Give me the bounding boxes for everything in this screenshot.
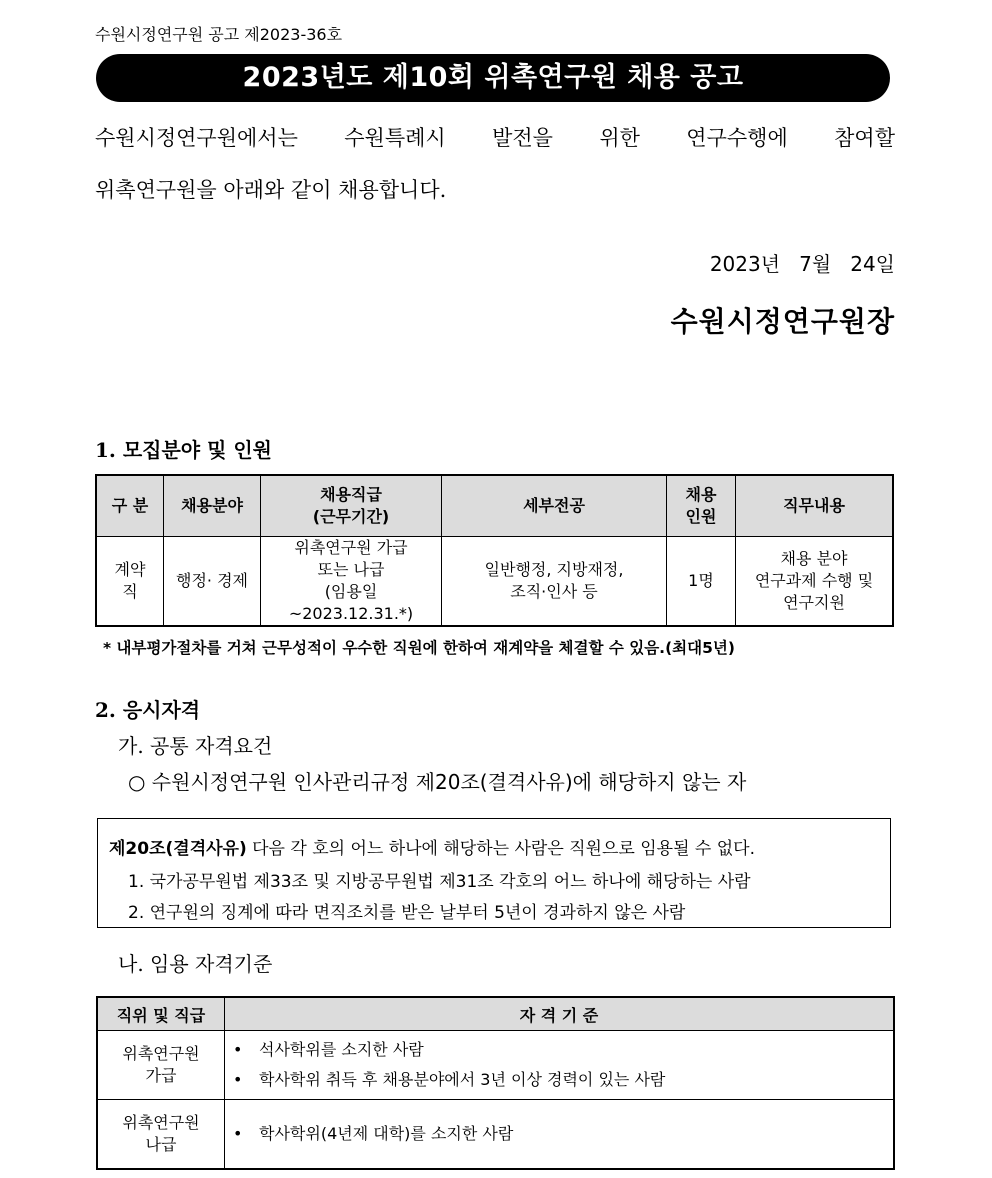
col-criteria: 자 격 기 준 xyxy=(225,997,895,1031)
qualification-table xyxy=(96,996,895,1170)
table-row xyxy=(97,1031,894,1100)
cell-category-line1: 계약 xyxy=(114,560,146,579)
col-grade-line2: (근무기간) xyxy=(312,507,390,526)
bullet-icon: • xyxy=(233,1070,243,1089)
contract-renewal-note: * 내부평가절차를 거쳐 근무성적이 우수한 직원에 한하여 재계약을 체결할 수 있음.(최대5년) xyxy=(103,639,735,657)
cell-major-line1: 일반행정, 지방재정, xyxy=(484,560,624,579)
common-requirement-item: ○ 수원시정연구원 인사관리규정 제20조(결격사유)에 해당하지 않는 자 xyxy=(128,770,747,794)
signer-name: 수원시정연구원장 xyxy=(670,305,895,338)
cell-category-line2: 직 xyxy=(122,582,138,601)
position-line1: 위촉연구원 xyxy=(122,1113,200,1132)
bullet-icon: • xyxy=(233,1040,243,1059)
subsection-common-requirements: 가. 공통 자격요건 xyxy=(118,734,273,758)
page-title-banner xyxy=(96,54,890,102)
col-major: 세부전공 xyxy=(442,475,667,537)
table-row xyxy=(97,1100,894,1170)
criteria-text: 학사학위 취득 후 채용분야에서 3년 이상 경력이 있는 사람 xyxy=(259,1070,666,1089)
cell-count: 1명 xyxy=(667,537,736,627)
disqualification-article-box xyxy=(97,818,891,928)
article-item-1: 1. 국가공무원법 제33조 및 지방공무원법 제31조 각호의 어느 하나에 해당하는 사람 xyxy=(128,872,751,892)
article-item-2: 2. 연구원의 징계에 따라 면직조치를 받은 날부터 5년이 경과하지 않은 사람 xyxy=(128,903,686,923)
cell-criteria xyxy=(225,1031,895,1100)
intro-line-1: 수원시정연구원에서는 수원특례시 발전을 위한 연구수행에 참여할 xyxy=(95,126,895,150)
article-heading-line xyxy=(109,834,755,859)
cell-position xyxy=(97,1100,225,1170)
cell-field: 행정· 경제 xyxy=(164,537,261,627)
cell-category xyxy=(96,537,164,627)
article-title: 제20조(결격사유) xyxy=(109,839,247,859)
criteria-text: 학사학위(4년제 대학)를 소지한 사람 xyxy=(259,1124,514,1143)
col-field: 채용분야 xyxy=(164,475,261,537)
cell-duty xyxy=(736,537,894,627)
cell-duty-line3: 연구지원 xyxy=(783,593,845,612)
position-line2: 가급 xyxy=(145,1066,177,1085)
intro-line-2: 위촉연구원을 아래와 같이 채용합니다. xyxy=(95,178,447,202)
announcement-reference: 수원시정연구원 공고 제2023-36호 xyxy=(95,25,343,44)
cell-grade-line2: 또는 나급 xyxy=(317,560,385,579)
table-header-row xyxy=(96,475,893,537)
position-line1: 위촉연구원 xyxy=(122,1044,200,1063)
recruitment-table xyxy=(95,474,894,627)
col-grade xyxy=(261,475,442,537)
col-position: 직위 및 직급 xyxy=(97,997,225,1031)
bullet-icon: • xyxy=(233,1124,243,1143)
cell-duty-line2: 연구과제 수행 및 xyxy=(754,571,874,590)
cell-grade-line1: 위촉연구원 가급 xyxy=(294,538,408,557)
section-1-title: 1. 모집분야 및 인원 xyxy=(95,438,273,462)
position-line2: 나급 xyxy=(145,1135,177,1154)
page-title: 2023년도 제10회 위촉연구원 채용 공고 xyxy=(242,62,744,93)
table-header-row xyxy=(97,997,894,1031)
criteria-item xyxy=(233,1035,892,1065)
subsection-appointment-criteria: 나. 임용 자격기준 xyxy=(118,952,273,976)
col-category: 구 분 xyxy=(96,475,164,537)
cell-major xyxy=(442,537,667,627)
cell-duty-line1: 채용 분야 xyxy=(780,549,848,568)
announcement-date: 2023년 7월 24일 xyxy=(709,252,895,276)
table-row xyxy=(96,537,893,627)
criteria-item xyxy=(233,1119,892,1149)
col-duty: 직무내용 xyxy=(736,475,894,537)
col-grade-line1: 채용직급 xyxy=(320,485,382,504)
cell-grade-line3: (임용일~2023.12.31.*) xyxy=(288,582,414,623)
cell-major-line2: 조직·인사 등 xyxy=(510,582,598,601)
col-count xyxy=(667,475,736,537)
article-text: 다음 각 호의 어느 하나에 해당하는 사람은 직원으로 임용될 수 없다. xyxy=(246,839,755,859)
cell-criteria xyxy=(225,1100,895,1170)
criteria-text: 석사학위를 소지한 사람 xyxy=(259,1040,424,1059)
col-count-line1: 채용 xyxy=(685,485,717,504)
section-2-title: 2. 응시자격 xyxy=(95,698,201,722)
cell-grade xyxy=(261,537,442,627)
col-count-line2: 인원 xyxy=(685,507,717,526)
cell-position xyxy=(97,1031,225,1100)
criteria-item xyxy=(233,1065,892,1095)
